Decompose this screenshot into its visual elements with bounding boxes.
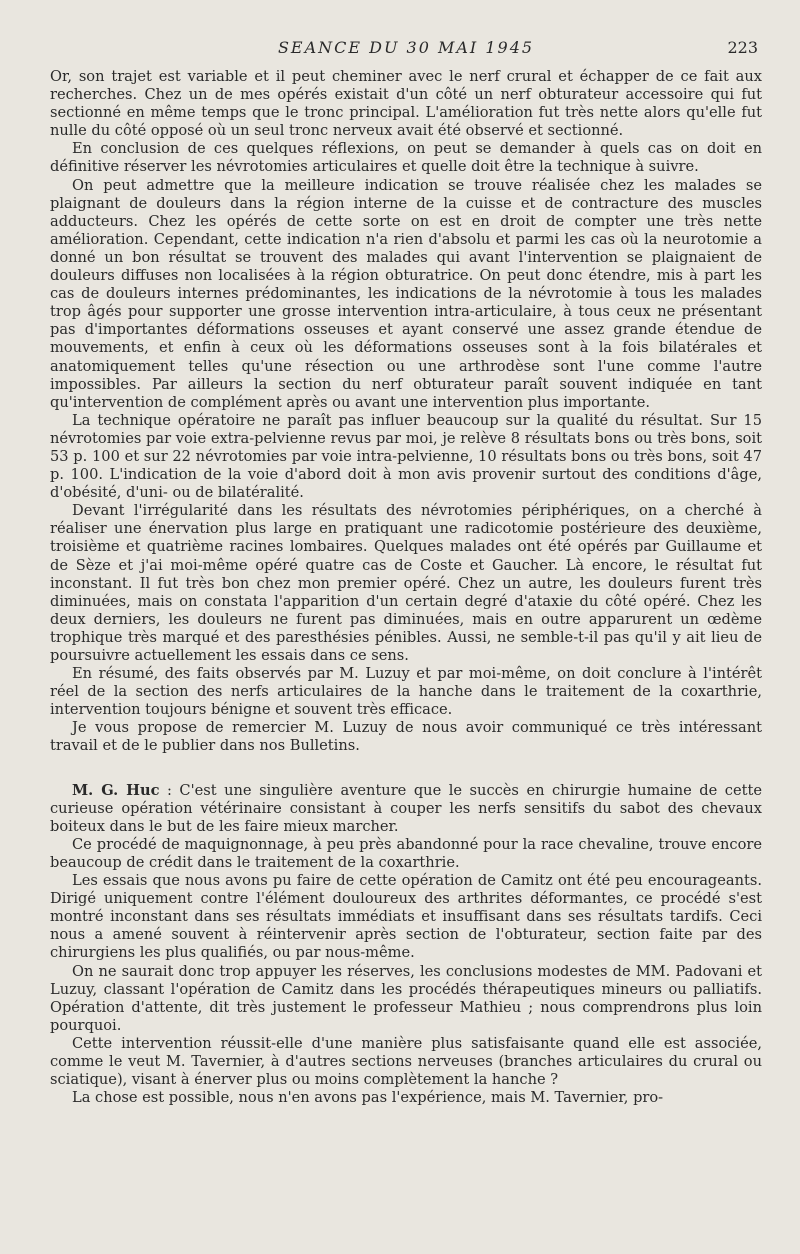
section-spacer bbox=[50, 756, 762, 782]
discussion-opening bbox=[50, 782, 762, 836]
page-title: SEANCE DU 30 MAI 1945 bbox=[277, 38, 535, 57]
paragraph: Cette intervention réussit-elle d'une manière plus satisfaisante quand elle est associée, comme le veut M. Tavernier, à d'autres sections nerveuses (branches articulaires du crural ou sciatique), visant à énerver plus ou moins complètement la hanche ? bbox=[50, 1034, 762, 1089]
paragraph: On ne saurait donc trop appuyer les réserves, les conclusions modestes de MM. Padovani et Luzuy, classant l'opération de Camitz dans les procédés thérapeutiques mineurs ou palliatifs. Opération d'attente, dit très justement le professeur Mathieu ; nous comprendrons plus loin pourquoi. bbox=[50, 962, 762, 1034]
paragraph: En conclusion de ces quelques réflexions, on peut se demander à quels cas on doit en définitive réserver les névrotomies articulaires et quelle doit être la technique à suivre. bbox=[50, 140, 762, 176]
paragraph: En résumé, des faits observés par M. Luzuy et par moi-même, on doit conclure à l'intérêt réel de la section des nerfs articulaires de la hanche dans le traitement de la coxarthrie, intervention toujours bénigne et souvent très efficace. bbox=[50, 665, 762, 719]
report-body bbox=[50, 68, 762, 1107]
paragraph: Ce procédé de maquignonnage, à peu près abandonné pour la race chevaline, trouve encore beaucoup de crédit dans le traitement de la coxarthrie. bbox=[50, 835, 762, 871]
paragraph: La technique opératoire ne paraît pas influer beaucoup sur la qualité du résultat. Sur 15 névrotomies par voie extra-pelvienne revus par moi, je relève 8 résultats bons ou très bons, soit 53 p. 100 et sur 22 névrotomies par voie intra-pelvienne, 10 résultats bons ou très bons, soit 47 p. 100. L'indication de la voie d'abord doit à mon avis provenir surtout des conditions d'âge, d'obésité, d'uni- ou de bilatéralité. bbox=[50, 411, 762, 502]
page-number: 223 bbox=[727, 38, 758, 57]
paragraph: Je vous propose de remercier M. Luzuy de nous avoir communiqué ce très intéressant travail et de le publier dans nos Bulletins. bbox=[50, 719, 762, 755]
paragraph: Devant l'irrégularité dans les résultats des névrotomies périphériques, on a cherché à réaliser une énervation plus large en pratiquant une radicotomie postérieure des deuxième, troisième et quatrième racines lombaires. Quelques malades ont été opérés par Guillaume et de Sèze et j'ai moi-même opéré quatre cas de Coste et Gaucher. Là encore, le résultat fut inconstant. Il fut très bon chez mon premier opéré. Chez un autre, les douleurs furent très diminuées, mais on constata l'apparition d'un certain degré d'ataxie du côté opéré. Chez les deux derniers, les douleurs ne furent pas diminuées, mais en outre apparurent un œdème trophique très marqué et des paresthésies pénibles. Aussi, ne semble-t-il pas qu'il y ait lieu de poursuivre actuellement les essais dans ce sens. bbox=[50, 502, 762, 664]
paragraph: La chose est possible, nous n'en avons pas l'expérience, mais M. Tavernier, pro- bbox=[72, 1089, 664, 1107]
running-head bbox=[50, 38, 762, 64]
speaker-name: M. G. Huc bbox=[72, 781, 160, 799]
discussion-text: : C'est une singulière aventure que le succès en chirurgie humaine de cette curieuse opération vétérinaire consistant à couper les nerfs sensitifs du sabot des chevaux boiteux dans le but de les faire mieux marcher. bbox=[50, 781, 762, 835]
paragraph: On peut admettre que la meilleure indication se trouve réalisée chez les malades se plaignant de douleurs dans la région interne de la cuisse et de contracture des muscles adducteurs. Chez les opérés de cette sorte on est en droit de compter une très nette amélioration. Cependant, cette indication n'a rien d'absolu et parmi les cas où la neurotomie a donné un bon résultat se trouvent des malades qui avant l'intervention se plaignaient de douleurs diffuses non localisées à la région obturatrice. On peut donc étendre, mis à part les cas de douleurs internes prédominantes, les indications de la névrotomie à tous les malades trop âgés pour supporter une grosse intervention intra-articulaire, à tous ceux ne présentant pas d'importantes déformations osseuses et ayant conservé une assez grande étendue de mouvements, et enfin à ceux où les déformations osseuses sont à la fois bilatérales et anatomiquement telles qu'une résection ou une arthrodèse sont l'une comme l'autre impossibles. Par ailleurs la section du nerf obturateur paraît souvent indiquée en tant qu'intervention de complément après ou avant une intervention plus importante. bbox=[50, 176, 762, 411]
paragraph: Or, son trajet est variable et il peut cheminer avec le nerf crural et échapper de ce fait aux recherches. Chez un de mes opérés existait d'un côté un nerf obturateur accessoire qui fut sectionné en même temps que le tronc principal. L'amélioration fut très nette alors qu'elle fut nulle du côté opposé où un seul tronc nerveux avait été observé et sectionné. bbox=[50, 68, 762, 140]
paragraph: Les essais que nous avons pu faire de cette opération de Camitz ont été peu encourageants. Dirigé uniquement contre l'élément douloureux des arthrites déformantes, ce procédé s'est montré inconstant dans ses résultats immédiats et insuffisant dans ses résultats tardifs. Ceci nous a amené souvent à réintervenir après section de l'obturateur, section faite par des chirurgiens les plus qualifiés, ou par nous-même. bbox=[50, 872, 762, 962]
